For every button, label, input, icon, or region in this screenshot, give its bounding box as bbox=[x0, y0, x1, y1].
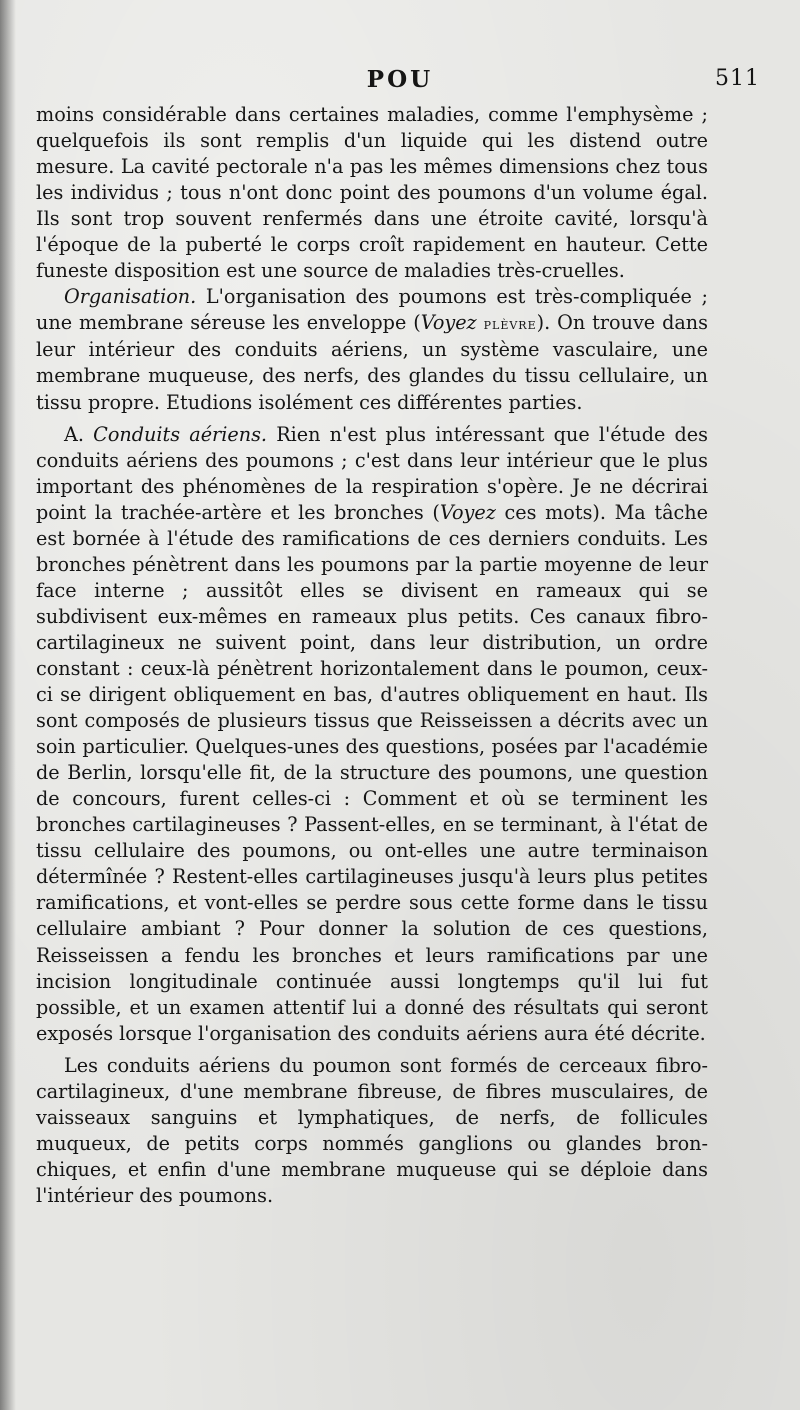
page-header bbox=[36, 66, 764, 100]
running-head: POU bbox=[366, 66, 434, 93]
paragraph-conduits-aeriens bbox=[36, 422, 708, 1047]
paragraph-organisation bbox=[36, 284, 708, 415]
cross-reference-voyez: Voyez bbox=[420, 311, 477, 335]
paragraph-text: L'organisation des poumons est très-compliquée ; une membrane séreuse les enveloppe ( bbox=[36, 285, 708, 335]
paragraph-text: ces mots). Ma tâche est bornée à l'étude des ramifications de ces derniers conduits. Les bronches pénètrent dans les poumons par la partie moyenne de leur face interne ; aussitôt elles se divisent en rameaux qui se subdivisent eux-mêmes en rameaux plus petits. Ces canaux fibro-cartilagineux ne suivent point, dans leur distribution, un ordre constant : ceux-là pénètrent horizontalement dans le poumon, ceux-ci se dirigent obliquement en bas, d'autres obliquement en haut. Ils sont composés de plusieurs tissus que Reisseissen a décrits avec un soin particulier. Quelques-unes des questions, posées par l'académie de Berlin, lorsqu'elle fit, de la structure des poumons, une question de concours, furent celles-ci : Comment et où se terminent les bronches cartilagineuses ? Passent-elles, en se terminant, à l'état de tissu cellulaire des poumons, ou ont-elles une autre terminaison détermînée ? Restent-elles cartilagineuses jusqu'à leurs plus petites ramifications, et vont-elles se perdre sous cette forme dans le tissu cellulaire ambiant ? Pour donner la solution de ces questions, Reisseissen a fendu les bronches et leurs ramifications par une incision longitudinale continuée aussi longtemps qu'il lui fut possible, et un examen attentif lui a donné des résultats qui seront exposés lorsque l'organisation des conduits aériens aura été décrite. bbox=[36, 500, 708, 1045]
cross-reference-term: plèvre bbox=[483, 315, 537, 334]
paragraph-text: ). On trouve dans leur intérieur des conduits aériens, un système vasculaire, une membrane muqueuse, des nerfs, des glandes du tissu cellulaire, un tissu propre. Etudions isolément ces différentes parties. bbox=[36, 311, 708, 414]
section-label: A. bbox=[64, 422, 84, 446]
paragraph-text: Rien n'est plus intéressant que l'étude des conduits aériens des poumons ; c'est dans leur intérieur que le plus important des phénomènes de la respiration s'opère. Je ne décrirai point la trachée-artère et les bronches ( bbox=[36, 422, 708, 524]
body-text bbox=[36, 102, 708, 1209]
cross-reference-voyez: Voyez bbox=[439, 500, 496, 524]
section-heading-conduits: Conduits aériens. bbox=[93, 422, 268, 446]
page-number: 511 bbox=[715, 66, 760, 91]
binding-shadow bbox=[0, 0, 16, 1410]
paragraph-composition: Les conduits aériens du poumon sont formés de cerceaux fibro-cartilagineux, d'une membrane fibreuse, de fibres musculaires, de vaisseaux sanguins et lymphatiques, de nerfs, de follicules muqueux, de petits corps nommés ganglions ou glandes bronchiques, et enfin d'une membrane muqueuse qui se déploie dans l'intérieur des poumons. bbox=[36, 1053, 708, 1207]
paragraph-1: moins considérable dans certaines maladies, comme l'emphysème ; quelquefois ils sont remplis d'un liquide qui les distend outre mesure. La cavité pectorale n'a pas les mêmes dimensions chez tous les individus ; tous n'ont donc point des poumons d'un volume égal. Ils sont trop souvent renfermés dans une étroite cavité, lorsqu'à l'époque de la puberté le corps croît rapidement en hauteur. Cette funeste disposition est une source de maladies très-cruelles. bbox=[36, 103, 708, 283]
section-heading-organisation: Organisation. bbox=[64, 285, 197, 309]
